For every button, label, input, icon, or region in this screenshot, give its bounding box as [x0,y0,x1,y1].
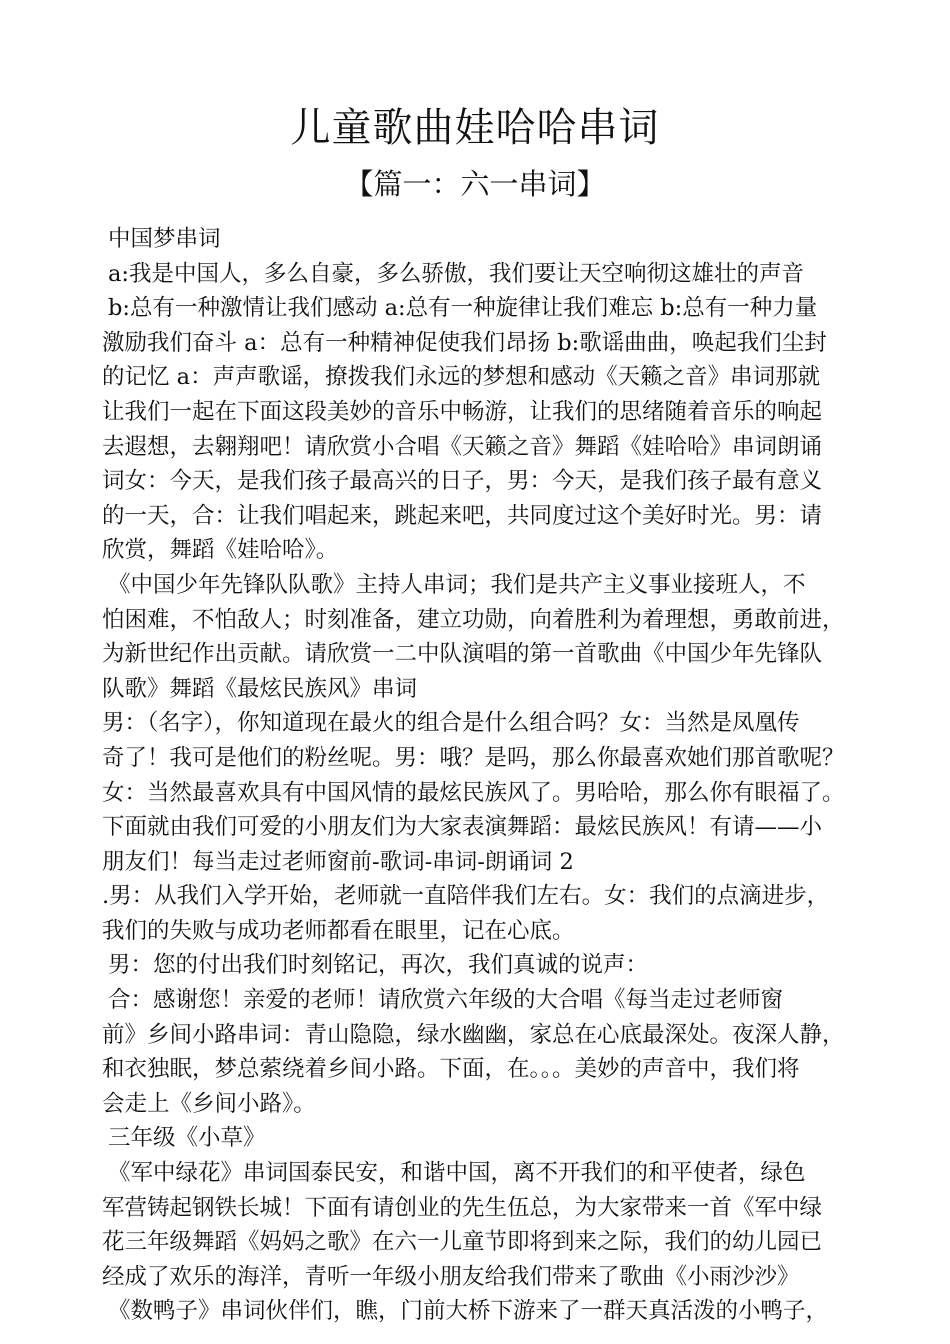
body-text [102,222,872,1329]
text-line: 前》乡间小路串词：青山隐隐，绿水幽幽，家总在心底最深处。夜深人静， [102,1021,845,1048]
text-line: 中国梦串词 [108,226,221,252]
text-line: 奇了！我可是他们的粉丝呢。男：哦？是吗，那么你最喜欢她们那首歌呢？ [102,744,845,771]
text-line: 男：（名字），你知道现在最火的组合是什么组合吗？女：当然是凤凰传 [102,710,800,737]
text-line: .男：从我们入学开始，老师就一直陪伴我们左右。女：我们的点滴进步， [102,883,830,910]
text-line: 怕困难，不怕敌人；时刻准备，建立功勋，向着胜利为着理想，勇敢前进， [102,606,845,633]
text-line: 去遐想，去翱翔吧！请欣赏小合唱《天籁之音》舞蹈《娃哈哈》串词朗诵 [102,433,823,460]
text-line: 的一天，合：让我们唱起来，跳起来吧，共同度过这个美好时光。男：请 [102,502,823,529]
text-line: 让我们一起在下面这段美妙的音乐中畅游，让我们的思绪随着音乐的响起 [102,398,823,425]
document-title: 儿童歌曲娃哈哈串词 [290,105,660,151]
text-line: a:我是中国人，多么自豪，多么骄傲，我们要让天空响彻这雄壮的声音 [108,260,804,287]
text-line: 经成了欢乐的海洋，青听一年级小朋友给我们带来了歌曲《小雨沙沙》 [102,1263,800,1290]
text-line: 《军中绿花》串词国泰民安，和谐中国，离不开我们的和平使者，绿色 [108,1160,806,1187]
text-line: 队歌》舞蹈《最炫民族风》串词 [102,675,418,702]
text-line: 会走上《乡间小路》。 [102,1090,316,1117]
text-line: 和衣独眠，梦总萦绕着乡间小路。下面，在。。。美妙的声音中，我们将 [102,1056,800,1083]
text-line: 为新世纪作出贡献。请欣赏一二中队演唱的第一首歌曲《中国少年先锋队 [102,641,823,668]
text-line: 合：感谢您！亲爱的老师！请欣赏六年级的大合唱《每当走过老师窗 [108,987,784,1014]
text-line: 男：您的付出我们时刻铭记，再次，我们真诚的说声： [108,952,649,979]
text-line: 军营铸起钢铁长城！下面有请创业的先生伍总，为大家带来一首《军中绿 [102,1194,823,1221]
text-line: 朋友们！每当走过老师窗前-歌词-串词-朗诵词 2 [102,848,574,875]
text-line: 女：当然最喜欢具有中国风情的最炫民族风了。男哈哈，那么你有眼福了。 [102,779,845,806]
text-line: 词女：今天，是我们孩子最高兴的日子，男：今天，是我们孩子最有意义 [102,468,823,495]
text-line: 《中国少年先锋队队歌》主持人串词；我们是共产主义事业接班人，不 [108,571,806,598]
text-line: b:总有一种激情让我们感动 a:总有一种旋律让我们难忘 b:总有一种力量 [108,295,818,322]
text-line: 激励我们奋斗 a：总有一种精神促使我们昂扬 b:歌谣曲曲，唤起我们尘封 [102,329,827,356]
text-line: 三年级《小草》 [108,1125,266,1152]
text-line: 花三年级舞蹈《妈妈之歌》在六一儿童节即将到来之际，我们的幼儿园已 [102,1229,823,1256]
text-line: 《数鸭子》串词伙伴们，瞧，门前大桥下游来了一群天真活泼的小鸭子， [108,1298,829,1325]
text-line: 下面就由我们可爱的小朋友们为大家表演舞蹈：最炫民族风！有请——小 [102,814,823,841]
text-line: 我们的失败与成功老师都看在眼里，记在心底。 [102,917,575,944]
text-line: 欣赏，舞蹈《娃哈哈》。 [102,537,339,564]
text-line: 的记忆 a：声声歌谣，撩拨我们永远的梦想和感动《天籁之音》串词那就 [102,364,821,391]
section-heading: 【篇一：六一串词】 [344,167,606,201]
